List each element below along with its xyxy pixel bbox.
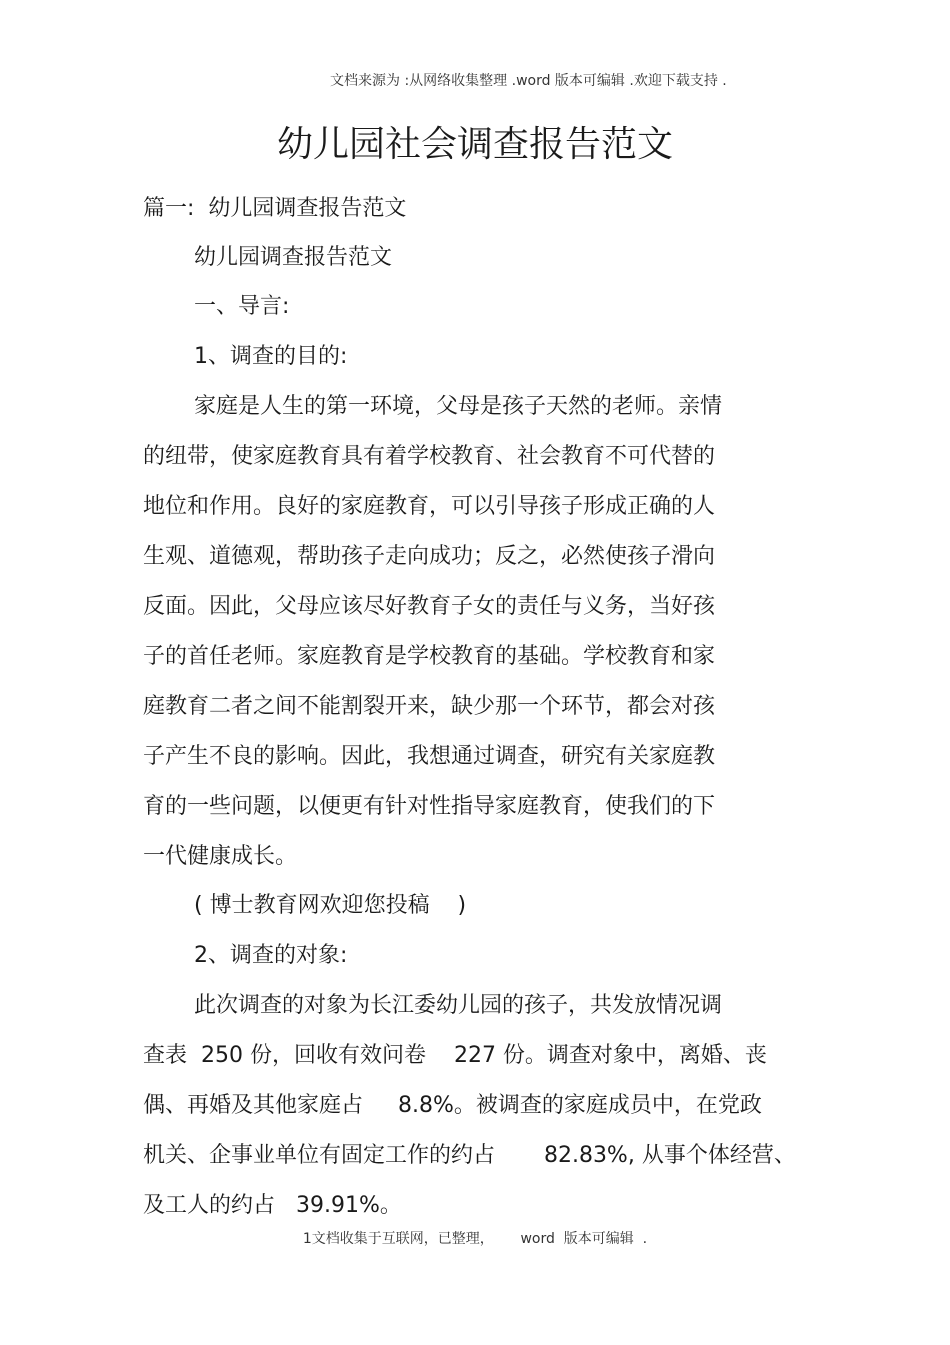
paragraph-line: 家庭是人生的第一环境，父母是孩子天然的老师。亲情 (194, 394, 723, 419)
paragraph-line: 育的一些问题，以便更有针对性指导家庭教育，使我们的下 (143, 794, 716, 819)
paragraph-line: 此次调查的对象为长江委幼儿园的孩子，共发放情况调 (194, 993, 723, 1018)
section-heading: 篇一: 幼儿园调查报告范文 (143, 196, 407, 221)
paragraph-line: 生观、道德观，帮助孩子走向成功；反之，必然使孩子滑向 (143, 544, 716, 569)
purpose-heading: 1、调查的目的: (194, 344, 348, 369)
header-note: 文档来源为 :从网络收集整理 .word 版本可编辑 .欢迎下载支持 . (330, 73, 727, 89)
document-subtitle: 幼儿园调查报告范文 (194, 245, 393, 270)
paragraph-line: 偶、再婚及其他家庭占 8.8%。被调查的家庭成员中，在党政 (143, 1093, 762, 1118)
footer-note: 1文档收集于互联网，已整理， word 版本可编辑 . (302, 1231, 648, 1247)
paragraph-line: 子产生不良的影响。因此，我想通过调查，研究有关家庭教 (143, 744, 716, 769)
paragraph-line: 庭教育二者之间不能割裂开来，缺少那一个环节，都会对孩 (143, 694, 716, 719)
paragraph-line: 一代健康成长。 (143, 844, 298, 869)
object-heading: 2、调查的对象: (194, 943, 348, 968)
intro-heading: 一、导言: (194, 294, 290, 319)
paragraph-line: 及工人的约占 39.91%。 (143, 1193, 402, 1218)
paragraph-line: 的纽带，使家庭教育具有着学校教育、社会教育不可代替的 (143, 444, 716, 469)
contribution-note: ( 博士教育网欢迎您投稿 ) (194, 893, 467, 918)
paragraph-line: 子的首任老师。家庭教育是学校教育的基础。学校教育和家 (143, 644, 716, 669)
paragraph-line: 地位和作用。良好的家庭教育，可以引导孩子形成正确的人 (143, 494, 716, 519)
paragraph-line: 机关、企事业单位有固定工作的约占 82.83%, 从事个体经营、 (143, 1143, 796, 1168)
document-title: 幼儿园社会调查报告范文 (276, 124, 673, 165)
paragraph-line: 反面。因此，父母应该尽好教育子女的责任与义务，当好孩 (143, 594, 716, 619)
paragraph-line: 查表 250 份，回收有效问卷 227 份。调查对象中，离婚、丧 (143, 1043, 767, 1068)
